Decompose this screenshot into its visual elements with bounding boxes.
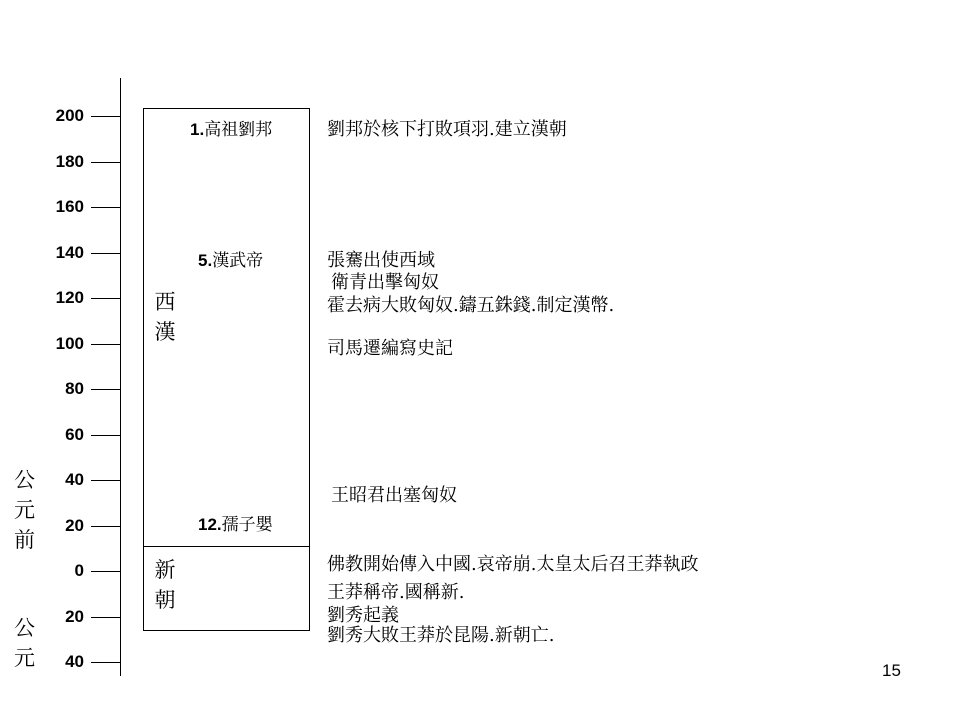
era-char: 公: [14, 468, 35, 492]
dynasty-char: 西: [154, 290, 176, 314]
era-char: 元: [14, 498, 35, 522]
axis-tick-mark: [91, 207, 120, 208]
event-item: 霍去病大敗匈奴.鑄五銖錢.制定漢幣.: [327, 295, 615, 316]
axis-tick-label: 120: [55, 288, 84, 307]
dynasty-label-western-han: [150, 287, 180, 347]
axis-tick-mark: [91, 162, 120, 163]
axis-tick-mark: [91, 298, 120, 299]
axis-tick-label: 60: [65, 425, 84, 444]
emperor-number: 12.: [198, 515, 222, 534]
axis-tick-label: 160: [55, 197, 84, 216]
axis-tick-label: 140: [55, 243, 84, 262]
era-label-bce: [14, 465, 35, 555]
axis-tick-mark: [91, 435, 120, 436]
axis-tick-mark: [91, 526, 120, 527]
event-item: 王莽稱帝.國稱新.: [327, 582, 465, 603]
event-item: 司馬遷編寫史記: [327, 338, 453, 359]
event-item: 佛教開始傳入中國.哀帝崩.太皇太后召王莽執政: [327, 554, 699, 575]
era-char: 元: [14, 646, 35, 670]
axis-tick-label: 40: [65, 652, 84, 671]
era-char: 公: [14, 616, 35, 640]
emperor-gaozu: [190, 120, 272, 140]
axis-tick-label: 200: [55, 106, 84, 125]
emperor-ruzi-ying: [198, 515, 273, 535]
timeline-axis: [120, 78, 121, 676]
emperor-name: 高祖劉邦: [204, 120, 273, 140]
axis-tick-label: 20: [65, 607, 84, 626]
axis-tick-label: 40: [65, 470, 84, 489]
axis-tick-mark: [91, 344, 120, 345]
axis-tick-mark: [91, 617, 120, 618]
emperor-name: 漢武帝: [212, 251, 264, 271]
axis-tick-label: 80: [65, 379, 84, 398]
event-item: 衛青出擊匈奴: [331, 272, 439, 293]
axis-tick-label: 0: [74, 561, 84, 580]
event-item: 劉邦於核下打敗項羽.建立漢朝: [327, 119, 567, 140]
page-number: 15: [882, 661, 901, 680]
event-item: 張騫出使西域: [327, 250, 435, 271]
axis-tick-mark: [91, 571, 120, 572]
era-char: 前: [14, 528, 35, 552]
axis-tick-mark: [91, 389, 120, 390]
dynasty-label-xin: [150, 555, 180, 615]
dynasty-char: 朝: [154, 588, 176, 612]
axis-tick-mark: [91, 480, 120, 481]
axis-tick-label: 180: [55, 152, 84, 171]
emperor-number: 5.: [198, 251, 213, 270]
axis-tick-mark: [91, 116, 120, 117]
axis-tick-label: 20: [65, 516, 84, 535]
axis-tick-mark: [91, 662, 120, 663]
emperor-name: 孺子嬰: [221, 515, 273, 535]
dynasty-char: 漢: [154, 320, 176, 344]
era-label-ce: [14, 613, 35, 673]
dynasty-char: 新: [154, 558, 176, 582]
emperor-wudi: [198, 251, 263, 271]
emperor-number: 1.: [190, 120, 205, 139]
axis-tick-mark: [91, 253, 120, 254]
event-item: 劉秀起義: [327, 605, 399, 626]
axis-tick-label: 100: [55, 334, 84, 353]
event-item: 王昭君出塞匈奴: [331, 485, 457, 506]
event-item: 劉秀大敗王莽於昆陽.新朝亡.: [327, 625, 555, 646]
